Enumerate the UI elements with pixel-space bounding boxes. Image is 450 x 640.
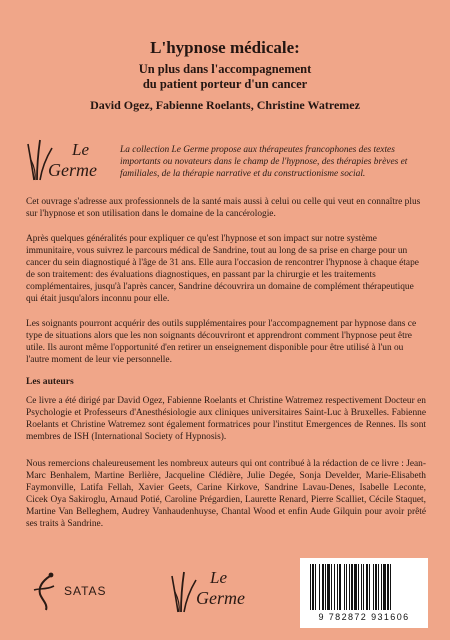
authors-heading: Les auteurs [26, 376, 74, 387]
barcode-bars [310, 564, 418, 612]
body-paragraph-3: Les soignants pourront acquérir des outils supplémentaires pour l'accompagnement par hypnose dans ce type de situations alors que les non soignants découvriront et apprendront comment l'hypnose peut être utile. Ils auront même l'opportunité d'en retirer un enseignement disponible pour être utilisé à l'un ou l'autre moment de leur vie personnelle. [26, 319, 417, 365]
collection-logo-bottom [170, 566, 270, 616]
book-title: L'hypnose médicale: [150, 38, 300, 57]
body-paragraph-5: Nous remercions chaleureusement les nombreux auteurs qui ont contribué à la rédaction de ce livre : Jean-Marc Benhalem, Martine Berlière, Jacqueline Clédière, Julie Degée, Sonja Develder, Marie-Elisabeth Faymonville, Latifa Fellah, Xavier Geets, Carine Kirkove, Sandrine Lavau-Denes, Isabelle Leconte, Cicek Oya Sakiroglu, Arnaud Potié, Caroline Prégardien, Laurette Renard, Pierre Scalliet, Cécile Staquet, Martine Van Belleghem, Audrey Vanhaudenhuyse, Chantal Wood et enfin Aude Gilquin pour avoir prêté ses traits à Sandrine. [26, 459, 426, 529]
isbn-barcode [300, 558, 428, 628]
subtitle-line-2: du patient porteur d'un cancer [142, 77, 308, 91]
book-subtitle [0, 62, 450, 92]
body-paragraph-4: Ce livre a été dirigé par David Ogez, Fabienne Roelants et Christine Watremez respectivement Docteur en Psychologie et Professeurs d'Anesthésiologie aux cliniques universitaires Saint-Luc à Bruxelles. Fabienne Roelants et Christine Watremez sont également formatrices pour l'institut Emergences de Rennes. Ils sont membres de ISH (International Society of Hypnosis). [26, 396, 426, 442]
bottom-logo-le: Le [210, 568, 227, 587]
subtitle-line-1: Un plus dans l'accompagnement [138, 62, 312, 76]
body-paragraph-1: Cet ouvrage s'adresse aux professionnels de la santé mais aussi à celui ou celle qui veut en connaître plus sur l'hypnose et son utilisation dans le domaine de la cancérologie. [26, 197, 421, 219]
isbn-digits: 9 782872 931606 [318, 612, 410, 622]
publisher-logo [30, 570, 120, 614]
collection-logo [26, 136, 122, 184]
book-authors: David Ogez, Fabienne Roelants, Christine Watremez [90, 98, 360, 112]
collection-logo-le: Le [72, 140, 89, 159]
body-paragraph-2: Après quelques généralités pour expliquer ce qu'est l'hypnose et son impact sur notre système immunitaire, vous suivrez le parcours médical de Sandrine, tout au long de sa prise en charge pour un cancer du sein diagnostiqué à l'âge de 31 ans. Elle aura l'occasion de rencontrer l'hypnose à chaque étape de son traitement: des évaluations diagnostiques, en passant par la chirurgie et les traitements complémentaires, jusqu'à l'après cancer, Sandrine découvrira un domaine de complément thérapeutique qui était jusqu'alors inconnu pour elle. [26, 234, 419, 304]
dancer-figure-icon [30, 570, 60, 614]
collection-logo-germe: Germe [48, 160, 97, 180]
collection-description: La collection Le Germe propose aux thérapeutes francophones des textes importants ou novateurs dans le champ de l'hypnose, des thérapies brèves et familiales, de la thérapie narrative et du constructionisme social. [120, 145, 408, 179]
bottom-logo-germe: Germe [196, 588, 245, 608]
publisher-name: SATAS [64, 584, 107, 598]
